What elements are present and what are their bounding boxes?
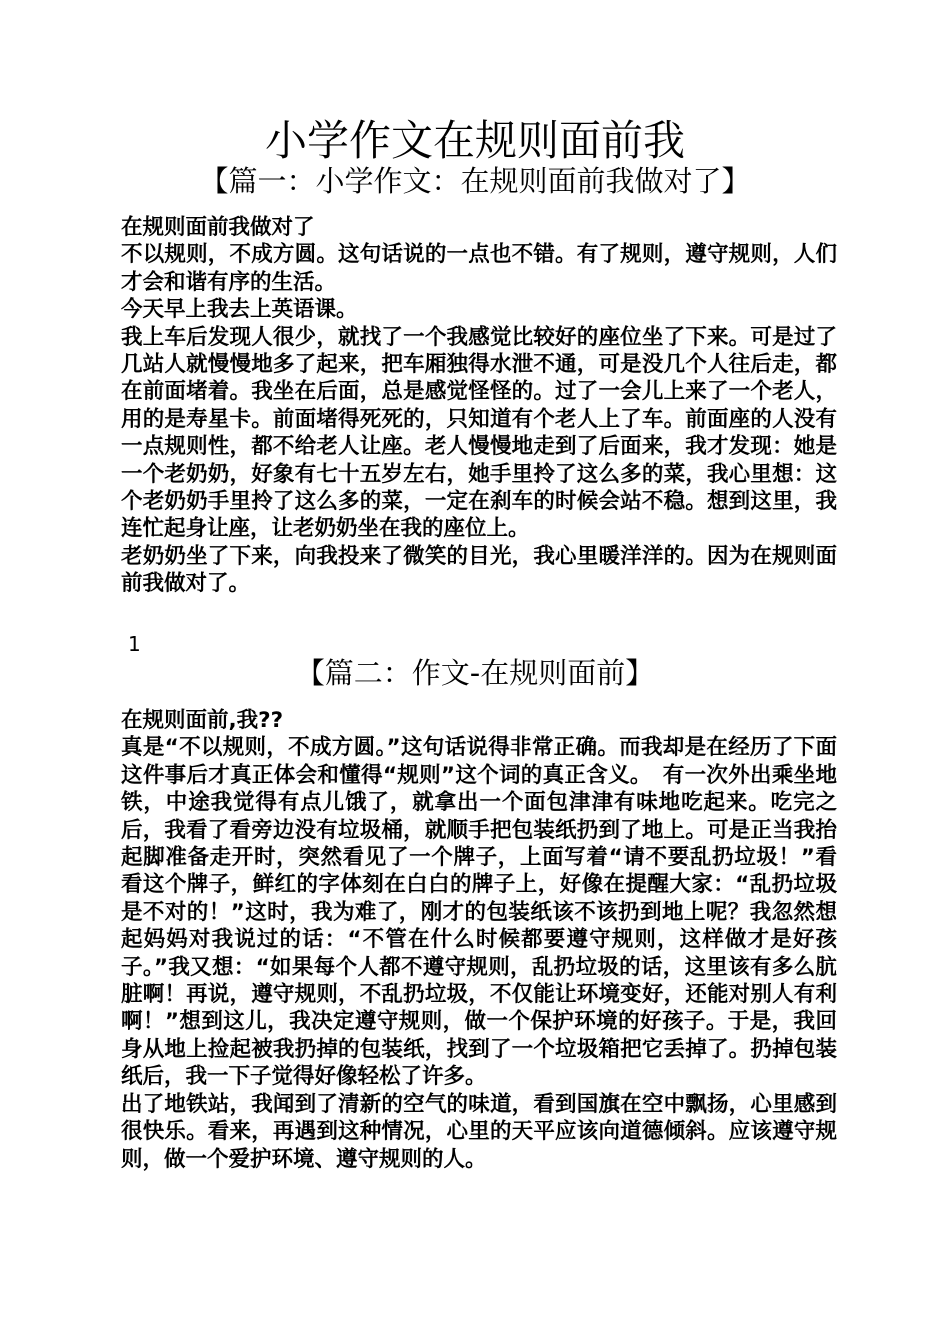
page-number: 1	[128, 632, 141, 656]
section-1-heading: 【篇一：小学作文：在规则面前我做对了】	[199, 164, 751, 198]
section-2-heading: 【篇二：作文-在规则面前】	[295, 656, 655, 690]
document-title: 小学作文在规则面前我	[264, 116, 685, 165]
section-1-paragraph: 我上车后发现人很少，就找了一个我感觉比较好的座位坐了下来。可是过了几站人就慢慢地多了起来，把车厢独得水泄不通，可是没几个人往后走，都在前面堵着。我坐在后面，总是感觉怪怪的。过了一会儿上来了一个老人，用的是寿星卡。前面堵得死死的，只知道有个老人上了车。前面座的人没有一点规则性，都不给老人让座。老人慢慢地走到了后面来，我才发现：她是一个老奶奶，好象有七十五岁左右，她手里拎了这么多的菜，我心里想：这个老奶奶手里拎了这么多的菜，一定在刹车的时候会站不稳。想到这里，我连忙起身让座，让老奶奶坐在我的座位上。	[121, 324, 837, 542]
section-1-paragraph: 今天早上我去上英语课。	[121, 297, 358, 323]
section-1-paragraph: 不以规则，不成方圆。这句话说的一点也不错。有了规则，遵守规则，人们才会和谐有序的生活。	[121, 242, 837, 295]
section-2-body	[115, 707, 837, 1173]
section-1-body	[115, 214, 837, 598]
section-1-subtitle: 在规则面前我做对了	[121, 215, 315, 240]
section-1-paragraph: 老奶奶坐了下来，向我投来了微笑的目光，我心里暖洋洋的。因为在规则面前我做对了。	[121, 543, 837, 597]
section-2-paragraph: 出了地铁站，我闻到了清新的空气的味道，看到国旗在空中飘扬，心里感到很快乐。看来，再遇到这种情况，心里的天平应该向道德倾斜。应该遵守规则，做一个爱护环境、遵守规则的人。	[121, 1091, 837, 1172]
section-2-paragraph: 真是“不以规则，不成方圆。”这句话说得非常正确。而我却是在经历了下面这件事后才真正体会和懂得“规则”这个词的真正含义。 有一次外出乘坐地铁，中途我觉得有点儿饿了，就拿出一个面包津津有味地吃起来。吃完之后，我看了看旁边没有垃圾桶，就顺手把包装纸扔到了地上。可是正当我抬起脚准备走开时，突然看见了一个牌子，上面写着“请不要乱扔垃圾！”看看这个牌子，鲜红的字体刻在白白的牌子上，好像在提醒大家：“乱扔垃圾是不对的！”这时，我为难了，刚才的包装纸该不该扔到地上呢？我忽然想起妈妈对我说过的话：“不管在什么时候都要遵守规则，这样做才是好孩子。”我又想：“如果每个人都不遵守规则，乱扔垃圾的话，这里该有多么肮脏啊！再说，遵守规则，不乱扔垃圾，不仅能让环境变好，还能对别人有利啊！”想到这儿，我决定遵守规则，做一个保护环境的好孩子。于是，我回身从地上捡起被我扔掉的包装纸，找到了一个垃圾箱把它丢掉了。扔掉包装纸后，我一下子觉得好像轻松了许多。	[121, 735, 837, 1090]
section-2-subtitle: 在规则面前,我??	[121, 708, 284, 733]
